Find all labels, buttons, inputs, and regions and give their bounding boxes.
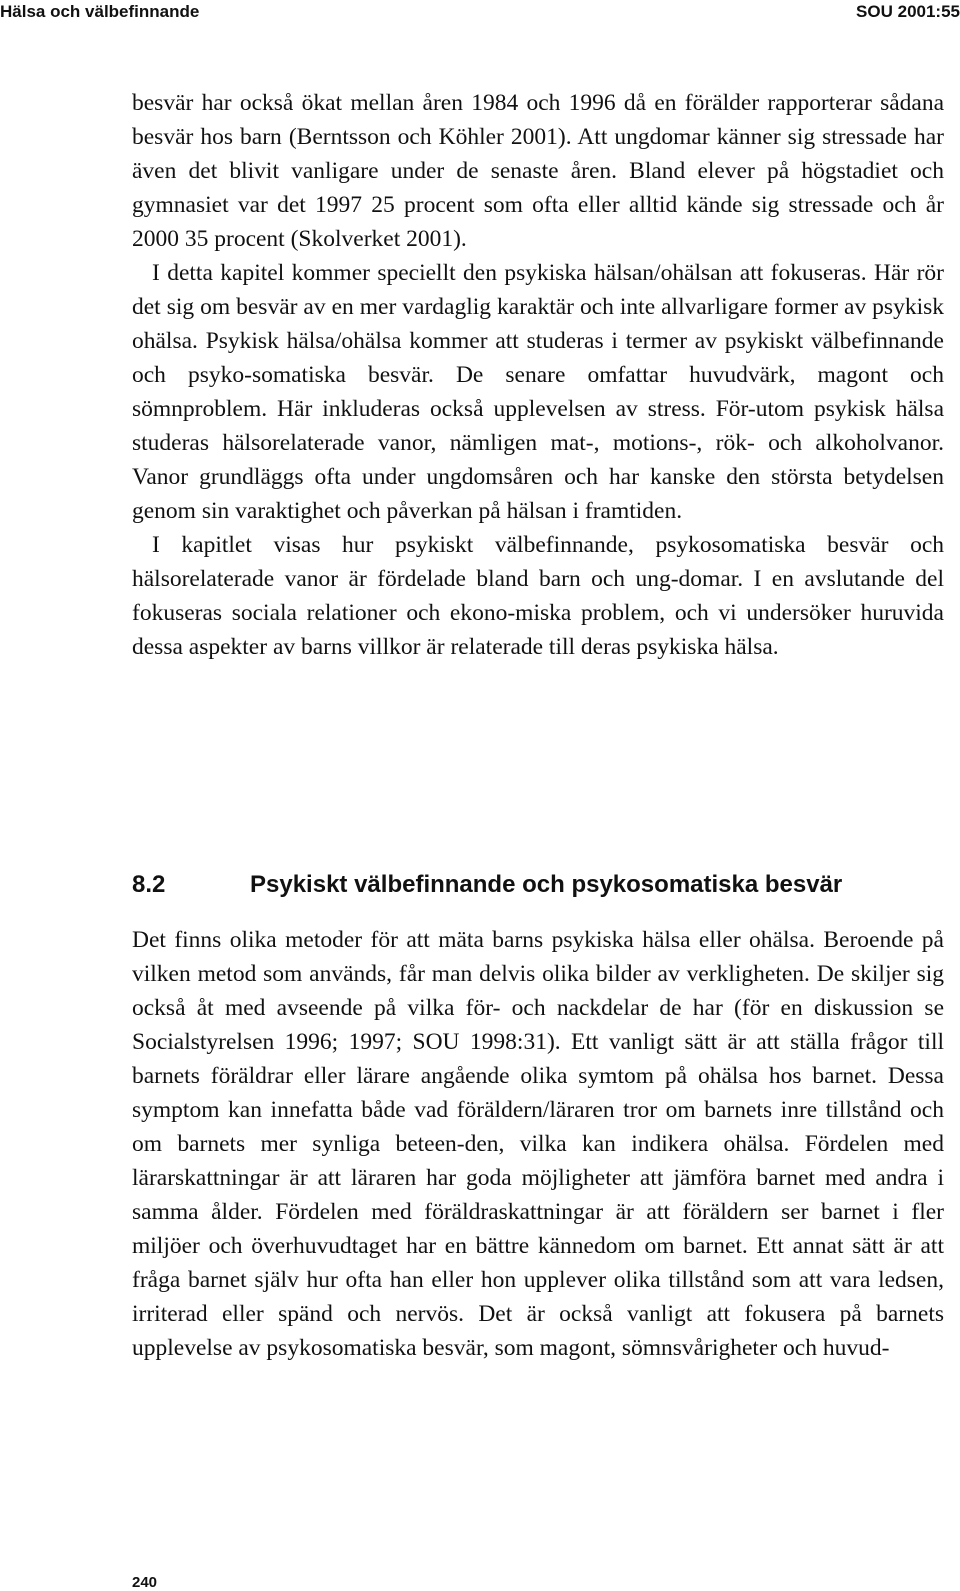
paragraph-continued: besvär har också ökat mellan åren 1984 och 1996 då en förälder rapporterar sådana besvär hos barn (Berntsson och Köhler 2001). Att ungdomar känner sig stressade har även det blivit vanligare under de senaste åren. Bland elever på högstadiet och gymnasiet var det 1997 25 procent som ofta eller alltid kände sig stressade och år 2000 35 procent (Skolverket 2001).	[132, 90, 944, 252]
running-head-title: Hälsa och välbefinnande	[0, 2, 200, 21]
section-heading	[132, 868, 944, 902]
paragraph-measurement-methods: Det finns olika metoder för att mäta barns psykiska hälsa eller ohälsa. Beroende på vilken metod som används, får man delvis olika bilder av verkligheten. De skiljer sig också åt med avseende på vilka för- och nackdelar de har (för en diskussion se Socialstyrelsen 1996; 1997; SOU 1998:31). Ett vanligt sätt är att ställa frågor till barnets föräldrar eller lärare angående olika symtom på ohälsa hos barnet. Dessa symptom kan innefatta både vad föräldern/läraren tror om barnets inre tillstånd och om barnets mer synliga beteen-den, vilka kan indikera ohälsa. Fördelen med lärarskattningar är att läraren har goda möjligheter att jämföra barnet med andra i samma ålder. Fördelen med föräldraskattningar är att föräldern ser barnet i fler miljöer och överhuvudtaget har en bättre kännedom om barnet. Ett annat sätt är att fråga barnet själv hur ofta han eller hon upplever olika tillstånd som att vara ledsen, irriterad eller spänd och nervös. Det är också vanligt att fokusera på barnets upplevelse av psykosomatiska besvär, som magont, sömnsvårigheter och huvud-	[132, 927, 944, 1361]
running-head-report-id: SOU 2001:55	[856, 2, 960, 21]
section-text-block	[132, 923, 944, 1365]
paragraph-chapter-outline: I kapitlet visas hur psykiskt välbefinnande, psykosomatiska besvär och hälsorelaterade vanor är fördelade bland barn och ung-domar. I en avslutande del fokuseras sociala relationer och ekono-miska problem, och vi undersöker huruvida dessa aspekter av barns villkor är relaterade till deras psykiska hälsa.	[132, 532, 944, 660]
page-number: 240	[132, 1574, 158, 1591]
section-number: 8.2	[132, 871, 166, 898]
intro-text-block	[132, 86, 944, 664]
paragraph-chapter-focus: I detta kapitel kommer speciellt den psykiska hälsan/ohälsan att fokuseras. Här rör det sig om besvär av en mer vardaglig karaktär och inte allvarligare former av psykisk ohälsa. Psykisk hälsa/ohälsa kommer att studeras i termer av psykiskt välbefinnande och psyko-somatiska besvär. De senare omfattar huvudvärk, magont och sömnproblem. Här inkluderas också upplevelsen av stress. För-utom psykisk hälsa studeras hälsorelaterade vanor, nämligen mat-, motions-, rök- och alkoholvanor. Vanor grundläggs ofta under ungdomsåren och har kanske den största betydelsen genom sin varaktighet och påverkan på hälsan i framtiden.	[132, 260, 944, 524]
section-title: Psykiskt välbefinnande och psykosomatiska besvär	[250, 871, 843, 898]
